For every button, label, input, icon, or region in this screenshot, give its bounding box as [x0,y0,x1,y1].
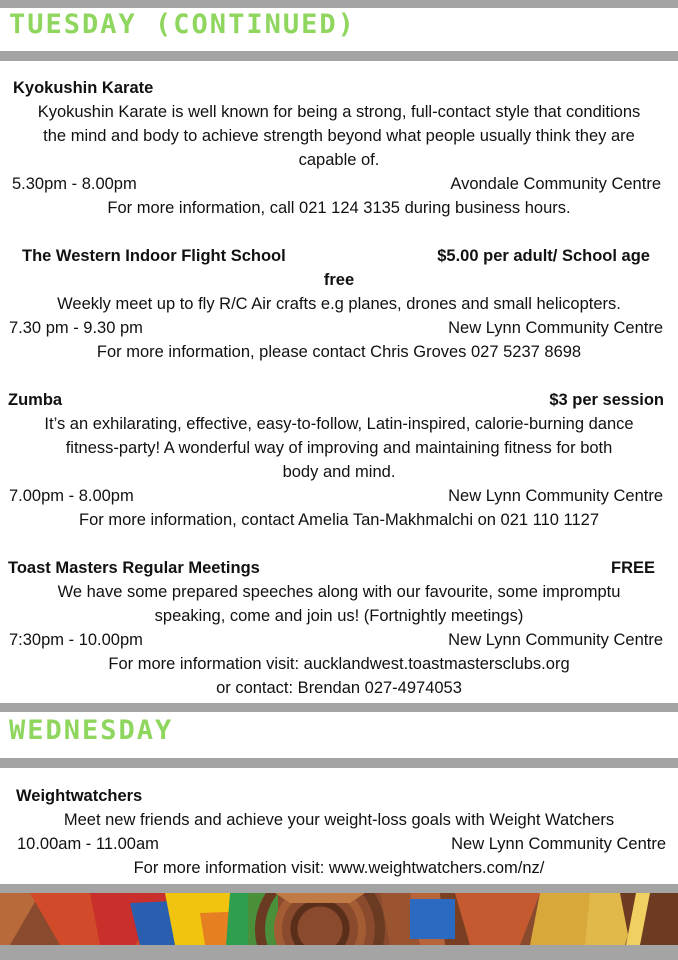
event-description: Kyokushin Karate is well known for being a strong, full-contact style that conditions [37,103,641,121]
event-description: fitness-party! A wonderful way of improving and maintaining fitness for both [65,439,613,457]
section-divider [0,703,678,712]
heading-divider [0,51,678,61]
event-title: Kyokushin Karate [13,79,154,97]
event-info: For more information, please contact Chris Groves 027 5237 8698 [96,343,582,361]
event-title: The Western Indoor Flight School [22,247,286,265]
event-description: body and mind. [282,463,396,481]
event-description: Weekly meet up to fly R/C Air crafts e.g planes, drones and small helicopters. [57,295,621,313]
event-description: We have some prepared speeches along with our favourite, some impromptu [57,583,621,601]
event-venue: Avondale Community Centre [450,175,661,193]
decorative-artwork [0,893,678,945]
event-time: 7.30 pm - 9.30 pm [9,319,143,337]
footer-divider-top [0,884,678,893]
event-time: 7.00pm - 8.00pm [9,487,134,505]
footer-divider-bottom [0,945,678,960]
event-time: 10.00am - 11.00am [17,835,159,853]
event-description: speaking, come and join us! (Fortnightly meetings) [154,607,524,625]
event-description: Meet new friends and achieve your weight-loss goals with Weight Watchers [63,811,615,829]
event-info: or contact: Brendan 027-4974053 [216,679,462,697]
event-info: For more information visit: www.weightwatchers.com/nz/ [133,859,545,877]
top-divider [0,0,678,8]
event-info: For more information visit: aucklandwest.toastmastersclubs.org [108,655,570,673]
event-venue: New Lynn Community Centre [451,835,666,853]
event-price: FREE [610,559,655,577]
event-description: It’s an exhilarating, effective, easy-to-follow, Latin-inspired, calorie-burning dance [44,415,634,433]
event-info: For more information, call 021 124 3135 during business hours. [107,199,571,217]
event-price: $3 per session [549,391,664,409]
event-venue: New Lynn Community Centre [448,319,663,337]
event-price: $5.00 per adult/ School age [437,247,650,265]
event-info: For more information, contact Amelia Tan-Makhmalchi on 021 110 1127 [78,511,600,529]
event-venue: New Lynn Community Centre [448,487,663,505]
section-heading-tuesday: TUESDAY (CONTINUED) [9,9,356,40]
event-venue: New Lynn Community Centre [448,631,663,649]
section-heading-wednesday: WEDNESDAY [9,715,174,746]
event-price-continued: free [323,271,355,289]
event-time: 5.30pm - 8.00pm [12,175,137,193]
mural-graphic [0,893,678,945]
event-title: Weightwatchers [16,787,143,805]
event-time: 7:30pm - 10.00pm [9,631,143,649]
event-title: Zumba [8,391,63,409]
event-description: the mind and body to achieve strength beyond what people usually think they are [43,127,635,145]
event-description: capable of. [298,151,380,169]
heading-divider [0,758,678,768]
event-title: Toast Masters Regular Meetings [8,559,260,577]
